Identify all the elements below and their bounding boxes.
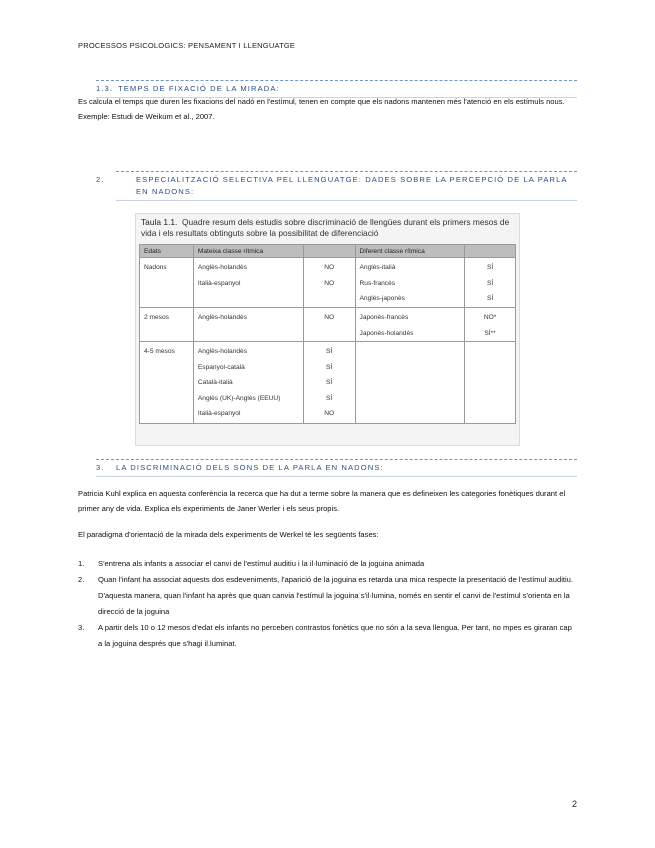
result: SÍ	[326, 363, 333, 371]
same-class-pairs	[193, 342, 303, 424]
different-class-pairs	[355, 342, 465, 424]
table-figure	[135, 213, 520, 446]
language-pair: Anglès-italià	[359, 264, 396, 271]
same-class-pairs	[193, 308, 303, 342]
result: SÍ	[326, 394, 333, 402]
table-row	[140, 342, 516, 424]
different-class-results	[465, 258, 516, 308]
list-number: 3.	[78, 623, 85, 632]
age-label: Nadons	[144, 264, 167, 271]
column-header: Mateixa classe rítmica	[193, 245, 303, 258]
language-pair: Italià-espanyol	[197, 279, 241, 287]
different-class-results	[465, 342, 516, 424]
language-pair: Anglès-holandès	[197, 314, 248, 321]
list-number: 2.	[78, 575, 85, 584]
table-row	[140, 258, 516, 308]
language-pair: Anglès-holandès	[197, 264, 248, 271]
language-pair: Italià-espanyol	[197, 410, 241, 417]
table-caption-text: Quadre resum dels estudis sobre discriminació de llengües durant els primers mesos de vida i els resultats obtinguts sobre la possibilitat de diferenciació	[141, 217, 510, 238]
list-item	[78, 556, 577, 572]
result: SÍ	[486, 279, 494, 287]
age-cell	[140, 342, 194, 424]
language-pair: Anglès-holandès	[197, 348, 248, 355]
column-header	[303, 245, 355, 258]
table-header-row	[140, 245, 516, 258]
section-number: 1.3.	[96, 84, 114, 93]
result: NO*	[483, 314, 497, 321]
phases-list	[78, 556, 577, 652]
list-item	[78, 620, 577, 652]
section-title: LA DISCRIMINACIÓ DELS SONS DE LA PARLA EN NADONS:	[116, 463, 384, 472]
column-header: Diferent classe rítmica	[355, 245, 465, 258]
result: NO	[324, 314, 335, 321]
age-cell	[140, 258, 194, 308]
result: SÍ**	[484, 329, 496, 337]
result: SÍ	[486, 264, 494, 271]
result: NO	[324, 264, 335, 271]
result: SÍ	[486, 295, 494, 302]
same-class-results	[303, 342, 355, 424]
result: SÍ	[326, 348, 333, 355]
section-3-paragraph-2: El paradigma d'orientació de la mirada dels experiments de Werkel té les següents fases:	[78, 530, 379, 539]
age-label: 4-5 mesos	[144, 348, 175, 355]
language-discrimination-table	[139, 244, 516, 424]
list-item	[78, 572, 577, 620]
section-number: 3.	[96, 463, 105, 472]
same-class-pairs	[193, 258, 303, 308]
list-number: 1.	[78, 559, 85, 568]
list-item-text: Quan l'infant ha associat aquests dos esdeveniments, l'aparició de la joguina es retarda una mica respecte la presentació de l'estímul auditiu. D'aquesta manera, quan l'infant ha après que quan canvia l'estímul la joguina s'il·lumina, només en sentir el canvi de l'estímul s'orienta en la direcció de la joguina	[98, 575, 574, 616]
language-pair: Anglès-japonès	[359, 295, 405, 302]
table-label: Taula 1.1.	[141, 217, 178, 227]
same-class-results	[303, 308, 355, 342]
different-class-pairs	[355, 308, 465, 342]
page-number: 2	[572, 799, 578, 809]
table-caption	[141, 217, 513, 238]
age-cell	[140, 308, 194, 342]
section-3-paragraph-1: Patricia Kuhl explica en aquesta conferència la recerca que ha dut a terme sobre la manera que es defineixen les categories fonètiques durant el primer any de vida. Explica els experiments de Janer Werler i els seus propis.	[78, 489, 566, 513]
running-header: PROCESSOS PSICOLOGICS: PENSAMENT I LLENGUATGE	[78, 41, 296, 50]
language-pair: Espanyol-català	[197, 363, 245, 371]
same-class-results	[303, 258, 355, 308]
section-number: 2.	[96, 175, 105, 184]
column-header	[465, 245, 516, 258]
column-header: Edats	[140, 245, 194, 258]
language-pair: Rus-francès	[359, 279, 396, 287]
table-row	[140, 308, 516, 342]
language-pair: Català-italià	[197, 379, 233, 386]
list-item-text: A partir dels 10 o 12 mesos d'edat els infants no perceben contrastos fonètics que no són a la seva llengua. Per tant, no mpes es giraran cap a la joguina després que s'hagi il.luminat.	[98, 623, 572, 648]
different-class-pairs	[355, 258, 465, 308]
list-item-text: S'entrena als infants a associar el canvi de l'estímul auditiu i la il·luminació de la joguina animada	[98, 559, 425, 568]
language-pair: Anglès (UK)-Anglès (EEUU)	[197, 394, 281, 402]
result: NO	[324, 410, 335, 417]
age-label: 2 mesos	[144, 314, 169, 321]
result: NO	[324, 279, 335, 287]
section-heading-3	[96, 459, 577, 477]
language-pair: Japonès-francès	[359, 314, 409, 321]
language-pair: Japonès-holandès	[359, 329, 414, 337]
section-title: TEMPS DE FIXACIÓ DE LA MIRADA:	[118, 84, 280, 93]
result: SÍ	[326, 379, 333, 386]
different-class-results	[465, 308, 516, 342]
section-1-3-body: Es calcula el temps que duren les fixacions del nadó en l'estímul, tenen en compte que els nadons mantenen més l'atenció en els estímuls nous. Exemple: Estudi de Weikum et al., 2007.	[78, 97, 565, 121]
section-heading-2	[96, 171, 577, 201]
section-title: ESPECIALITZACIÓ SELECTIVA PEL LLENGUATGE: DADES SOBRE LA PERCEPCIÓ DE LA PARLA EN NADONS:	[136, 175, 568, 196]
